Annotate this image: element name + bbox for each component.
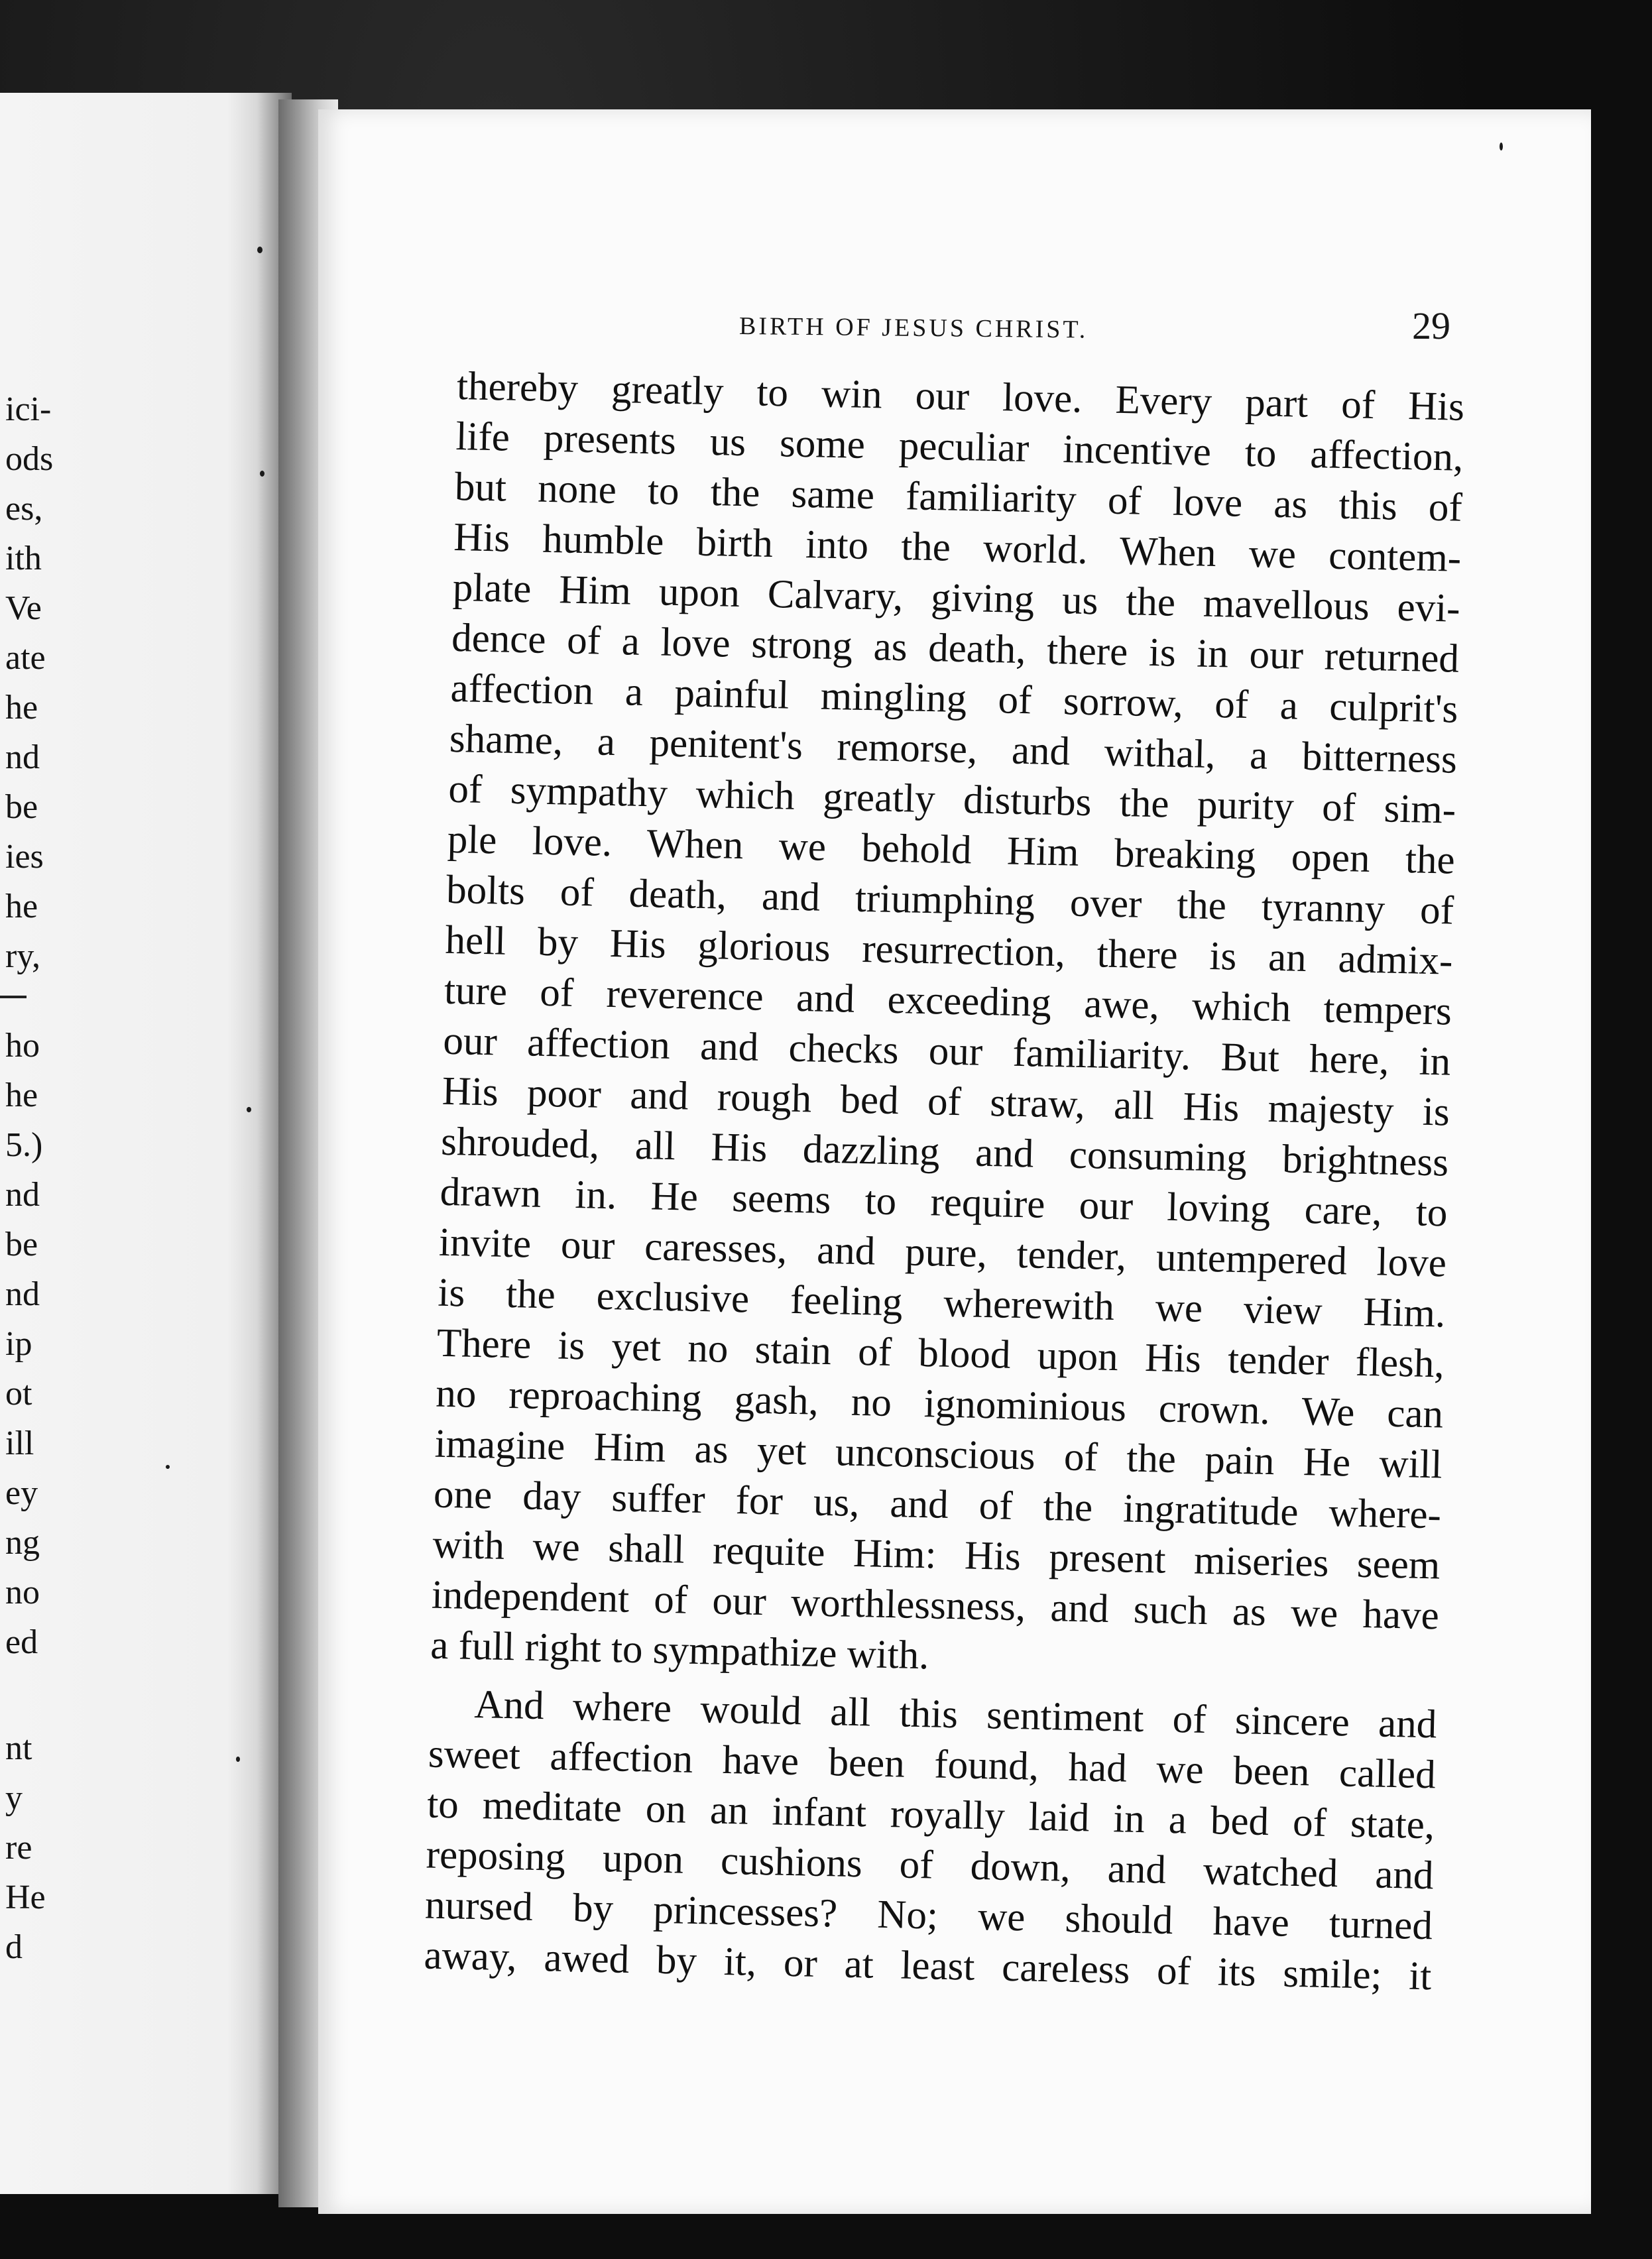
text-line: no reproaching gash, no ignominious crown. We can — [435, 1371, 1444, 1437]
left-page-fragment: be — [5, 788, 38, 826]
left-page-fragment: es, — [5, 490, 43, 528]
text-line: ple love. When we behold Him breaking open the — [447, 817, 1456, 883]
scan-speck — [247, 1107, 251, 1112]
left-page-fragment: nd — [5, 738, 40, 776]
left-page-fragment: ill — [5, 1424, 34, 1462]
text-line: There is yet no stain of blood upon His tender flesh, — [436, 1320, 1445, 1387]
left-page-fragment: nd — [5, 1275, 40, 1313]
scan-speck — [257, 247, 263, 253]
text-line: nursed by princesses? No; we should have turned — [424, 1882, 1433, 1949]
left-page-fragment: re — [5, 1829, 32, 1867]
left-page-fragment: d — [5, 1928, 23, 1966]
left-page-fragment: no — [5, 1574, 40, 1611]
text-line: to meditate on an infant royally laid in a bed of state, — [426, 1782, 1435, 1848]
text-line: shrouded, all His dazzling and consuming brightness — [440, 1119, 1449, 1185]
left-page-fragment: ici- — [5, 390, 52, 428]
left-page-fragment: ip — [5, 1325, 32, 1363]
text-line: His humble birth into the world. When we contem- — [453, 514, 1462, 581]
scan-speck — [1500, 143, 1503, 150]
text-line: independent of our worthlessness, and such as we have — [431, 1572, 1440, 1639]
text-line: affection a painful mingling of sorrow, of a culprit's — [449, 666, 1459, 732]
text-line: imagine Him as yet unconscious of the pain He will — [434, 1421, 1443, 1487]
left-page-fragment: ey — [5, 1474, 38, 1512]
text-line: is the exclusive feeling wherewith we view Him. — [437, 1270, 1446, 1336]
text-line: with we shall requite Him: His present miseries seem — [432, 1522, 1441, 1588]
text-line: but none to the same familiarity of love as this of — [454, 464, 1463, 530]
text-line: dence of a love strong as death, there is in our returned — [451, 615, 1460, 681]
text-line: hell by His glorious resurrection, there is an admix- — [445, 917, 1454, 984]
left-page-fragment: ies — [5, 838, 44, 876]
page-number: 29 — [1412, 304, 1450, 347]
text-line: life presents us some peculiar incentive to affection, — [455, 414, 1464, 480]
left-page-fragment: ot — [5, 1375, 32, 1413]
left-page-fragment: ho — [5, 1027, 40, 1065]
text-line: our affection and checks our familiarity. But here, in — [442, 1018, 1451, 1084]
scan-speck — [260, 471, 265, 477]
left-page-fragment: nt — [5, 1729, 32, 1767]
text-line: a full right to sympathize with. — [430, 1623, 930, 1678]
left-page-fragment: ith — [5, 540, 42, 577]
left-page-fragment: he — [5, 1076, 38, 1114]
text-line: away, awed by it, or at least careless of its smile; it — [423, 1933, 1432, 1999]
text-line: of sympathy which greatly disturbs the purity of sim- — [447, 766, 1456, 833]
text-line: invite our caresses, and pure, tender, untempered love — [438, 1220, 1447, 1286]
paragraph — [424, 1679, 1437, 2002]
left-page-fragment: nd — [5, 1176, 40, 1214]
paragraph — [430, 361, 1465, 1692]
text-line: shame, a penitent's remorse, and withal, a bitterness — [449, 716, 1458, 782]
scan-speck — [236, 1757, 240, 1762]
left-page-fragment: Ve — [5, 589, 42, 627]
left-page-fragment: he — [5, 689, 38, 726]
left-page — [0, 93, 292, 2194]
text-line: plate Him upon Calvary, giving us the mavellous evi- — [452, 565, 1461, 631]
left-page-fragment: ods — [5, 440, 54, 478]
text-line: bolts of death, and triumphing over the tyranny of — [445, 867, 1454, 933]
left-page-fragment: ng — [5, 1524, 40, 1562]
scan-speck — [166, 1465, 170, 1469]
left-page-fragment: ry, — [5, 937, 40, 975]
text-line: drawn in. He seems to require our loving care, to — [440, 1169, 1448, 1236]
text-line: And where would all this sentiment of sincere and — [473, 1682, 1437, 1747]
left-page-fragment: 5.) — [5, 1126, 43, 1164]
left-page-fragment: be — [5, 1226, 38, 1263]
left-page-fragment: ed — [5, 1623, 38, 1661]
section-rule — [0, 996, 27, 998]
text-line: thereby greatly to win our love. Every part of His — [456, 363, 1465, 430]
left-page-fragment: he — [5, 888, 38, 925]
running-head: BIRTH OF JESUS CHRIST. — [738, 312, 1089, 344]
text-line: reposing upon cushions of down, and watched and — [426, 1832, 1435, 1898]
left-page-fragment: y — [5, 1779, 23, 1817]
text-line: His poor and rough bed of straw, all His majesty is — [442, 1069, 1450, 1135]
text-line: sweet affection have been found, had we been called — [428, 1731, 1437, 1798]
body-text — [424, 361, 1465, 2002]
text-line: one day suffer for us, and of the ingratitude where- — [433, 1472, 1442, 1538]
left-page-fragment: ate — [5, 639, 46, 677]
left-page-fragment: He — [5, 1879, 46, 1916]
text-line: ture of reverence and exceeding awe, which tempers — [443, 968, 1452, 1034]
